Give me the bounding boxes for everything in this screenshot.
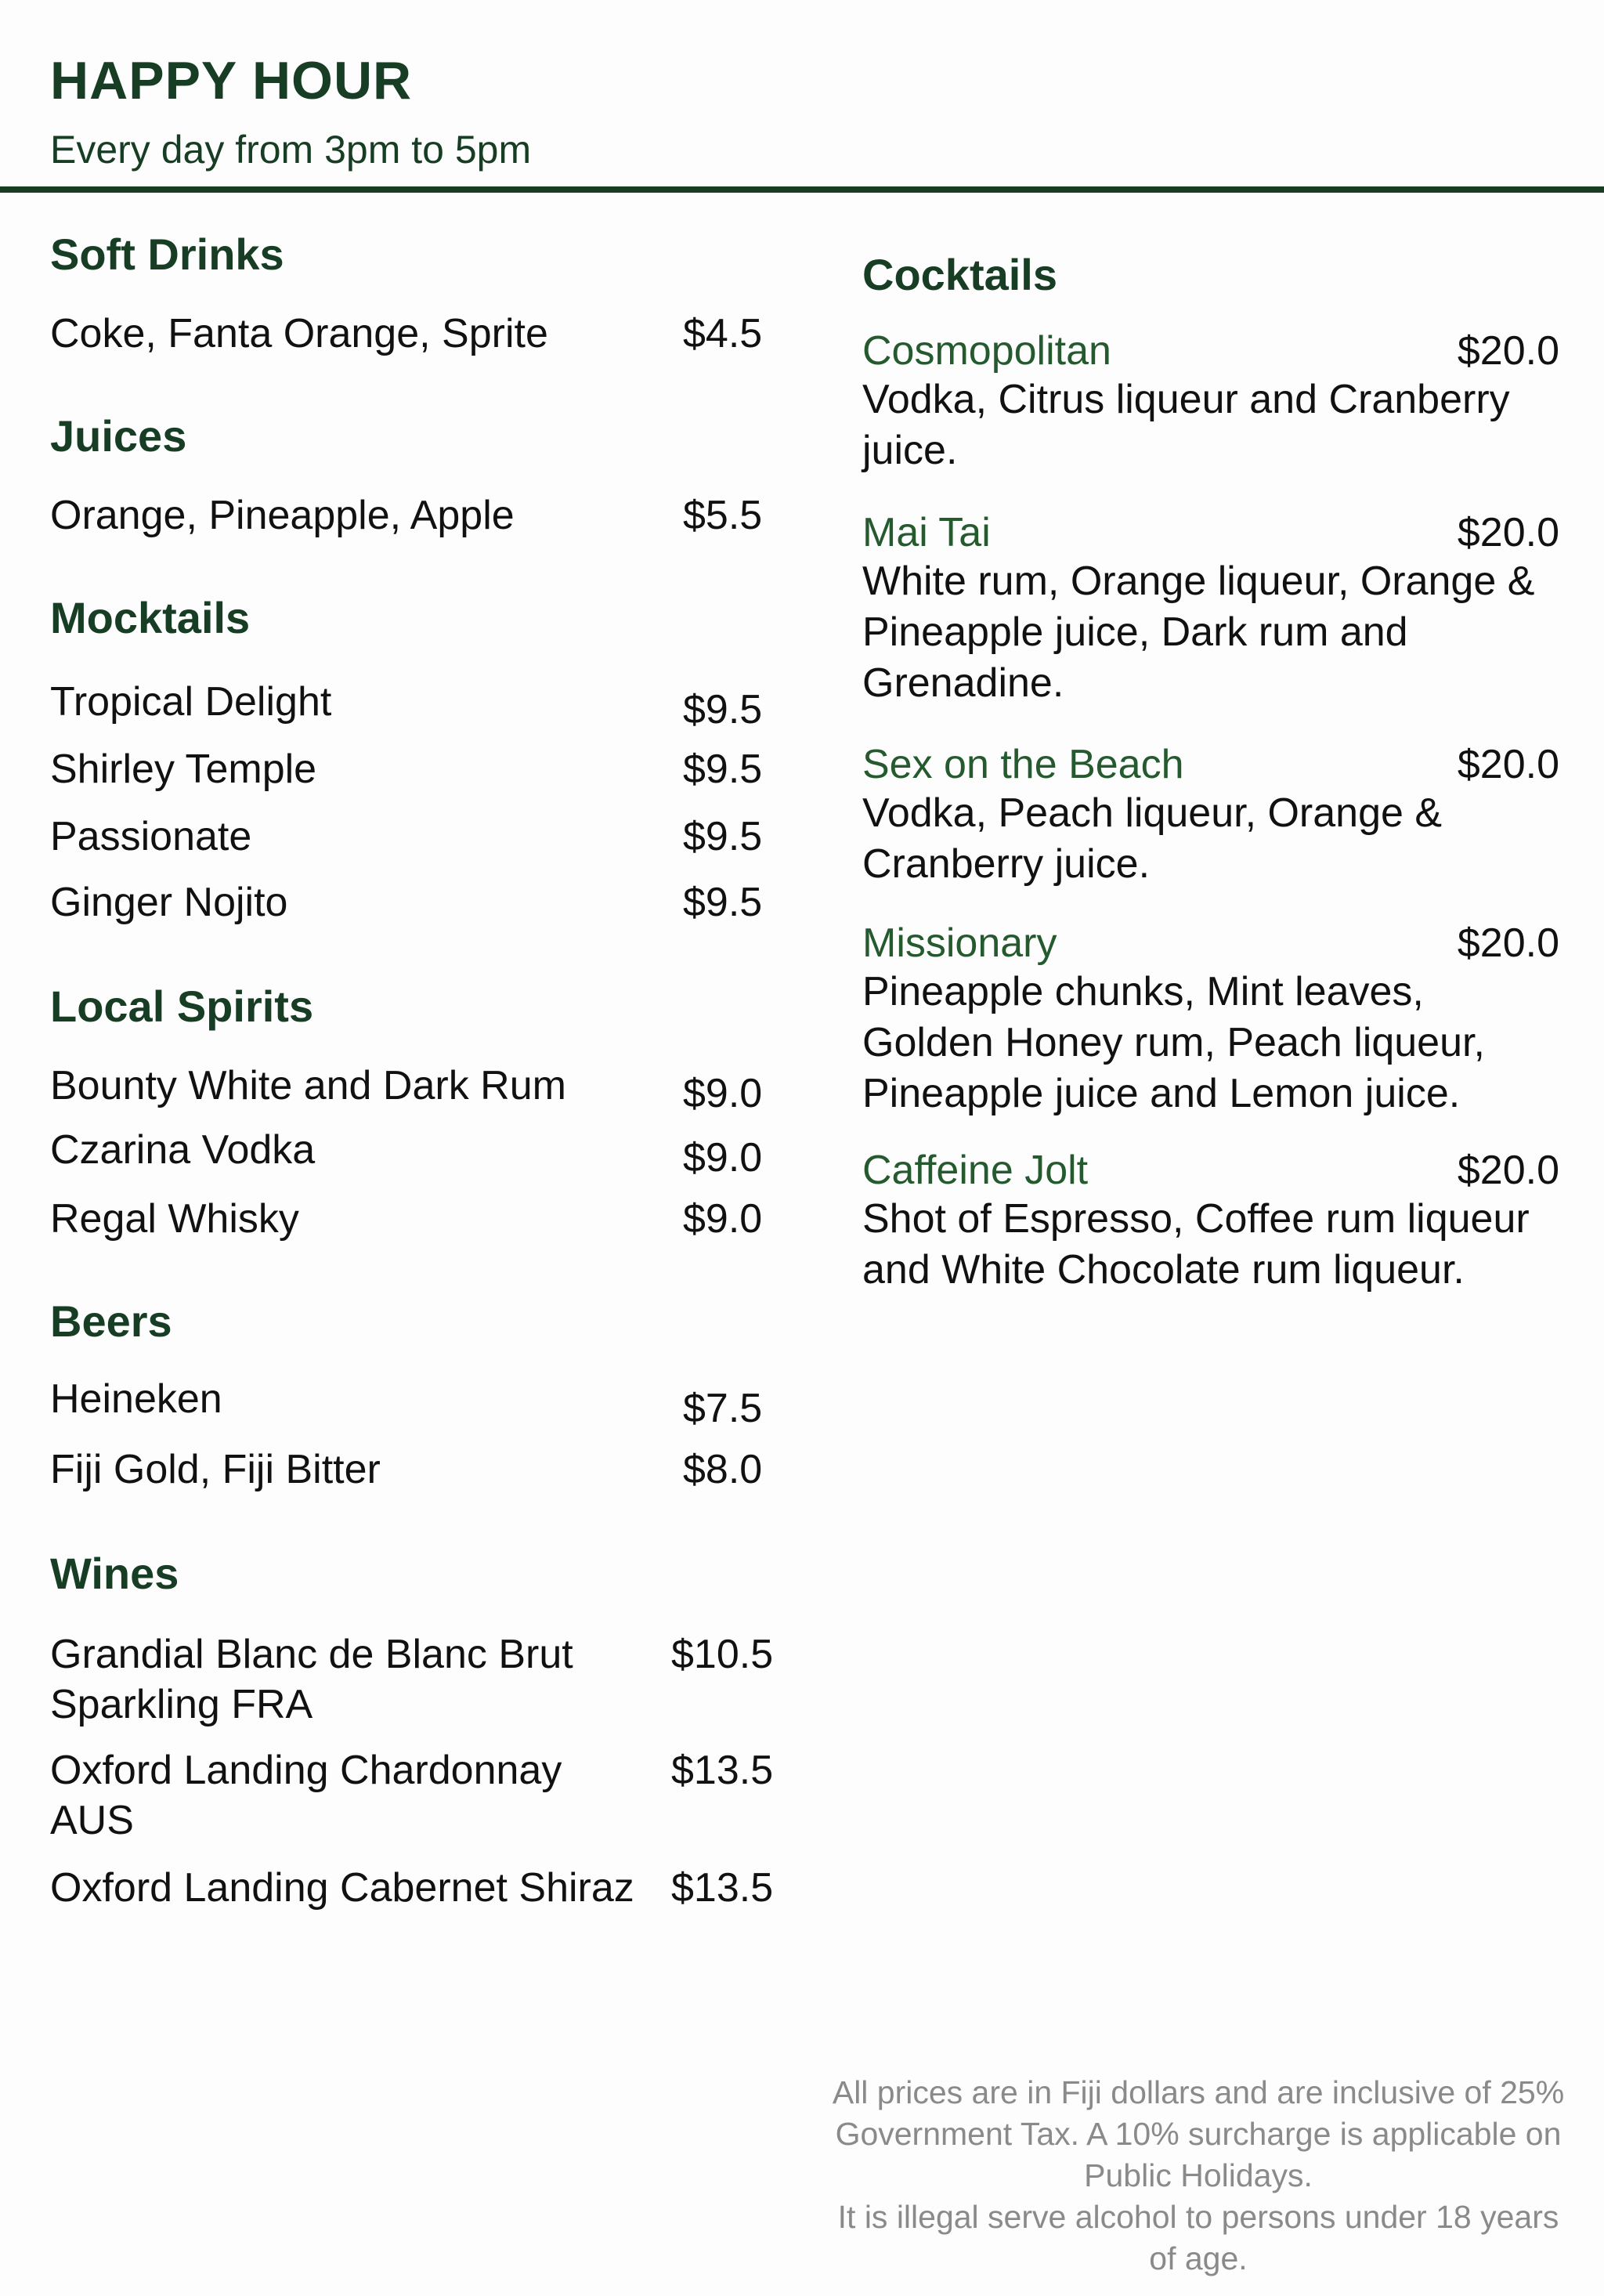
menu-item-price: $9.0 — [683, 1196, 763, 1242]
section-heading-wines: Wines — [50, 1549, 179, 1598]
menu-item-price: $8.0 — [683, 1447, 763, 1492]
menu-item-name: Bounty White and Dark Rum — [50, 1063, 566, 1108]
menu-item-name: Tropical Delight — [50, 679, 332, 725]
menu-item-name: Oxford Landing Cabernet Shiraz — [50, 1865, 634, 1911]
menu-item-price: $9.0 — [683, 1135, 763, 1181]
menu-item-price: $9.5 — [683, 687, 763, 732]
section-heading-mocktails: Mocktails — [50, 593, 251, 642]
menu-item-price: $4.5 — [683, 311, 763, 356]
footnote-tax: All prices are in Fiji dollars and are inclusive of 25% Government Tax. A 10% surcharge is applicable on Public Holidays. — [832, 2074, 1565, 2193]
menu-item-name: Czarina Vodka — [50, 1127, 316, 1173]
cocktail-description: Pineapple chunks, Mint leaves, Golden Honey rum, Peach liqueur, Pineapple juice and Lemon juice. — [862, 969, 1485, 1116]
menu-item-price: $10.5 — [671, 1632, 774, 1677]
menu-item-name: Heineken — [50, 1376, 222, 1422]
cocktail-description: White rum, Orange liqueur, Orange & Pineapple juice, Dark rum and Grenadine. — [862, 559, 1535, 706]
section-heading-soft-drinks: Soft Drinks — [50, 230, 284, 279]
menu-item-price: $9.0 — [683, 1071, 763, 1116]
cocktail-price: $20.0 — [1457, 1148, 1559, 1193]
header-divider — [0, 186, 1604, 193]
cocktail-price: $20.0 — [1457, 328, 1559, 374]
cocktail-name: Missionary — [862, 920, 1057, 966]
menu-item-name: Grandial Blanc de Blanc Brut Sparkling FRA — [50, 1632, 573, 1727]
cocktail-description: Vodka, Citrus liqueur and Cranberry juice. — [862, 377, 1510, 473]
page-title: HAPPY HOUR — [50, 51, 413, 110]
section-heading-cocktails: Cocktails — [862, 250, 1057, 299]
menu-item-name: Oxford Landing Chardonnay AUS — [50, 1748, 562, 1843]
menu-item-price: $13.5 — [671, 1865, 774, 1911]
cocktail-description: Vodka, Peach liqueur, Orange & Cranberry juice. — [862, 790, 1443, 887]
menu-item-name: Coke, Fanta Orange, Sprite — [50, 311, 548, 356]
menu-item-name: Orange, Pineapple, Apple — [50, 493, 515, 538]
menu-item-price: $7.5 — [683, 1386, 763, 1431]
menu-item-name: Passionate — [50, 814, 252, 859]
menu-item-name: Shirley Temple — [50, 747, 317, 792]
section-heading-beers: Beers — [50, 1296, 172, 1346]
page-subtitle: Every day from 3pm to 5pm — [50, 128, 532, 172]
menu-item-price: $9.5 — [683, 814, 763, 859]
menu-item-name: Ginger Nojito — [50, 880, 288, 925]
cocktail-price: $20.0 — [1457, 920, 1559, 966]
menu-item-name: Regal Whisky — [50, 1196, 299, 1242]
menu-item-price: $13.5 — [671, 1748, 774, 1793]
menu-item-name: Fiji Gold, Fiji Bitter — [50, 1447, 381, 1492]
cocktail-name: Mai Tai — [862, 510, 991, 555]
section-heading-local-spirits: Local Spirits — [50, 982, 314, 1031]
menu-item-price: $5.5 — [683, 493, 763, 538]
cocktail-name: Caffeine Jolt — [862, 1148, 1089, 1193]
footnote-age: It is illegal serve alcohol to persons under 18 years of age. — [837, 2199, 1559, 2276]
cocktail-name: Sex on the Beach — [862, 742, 1184, 787]
section-heading-juices: Juices — [50, 411, 187, 461]
cocktail-name: Cosmopolitan — [862, 328, 1111, 374]
menu-item-price: $9.5 — [683, 747, 763, 792]
menu-item-price: $9.5 — [683, 880, 763, 925]
cocktail-price: $20.0 — [1457, 742, 1559, 787]
cocktail-description: Shot of Espresso, Coffee rum liqueur and White Chocolate rum liqueur. — [862, 1196, 1530, 1293]
footnote — [830, 2072, 1566, 2280]
cocktail-price: $20.0 — [1457, 510, 1559, 555]
